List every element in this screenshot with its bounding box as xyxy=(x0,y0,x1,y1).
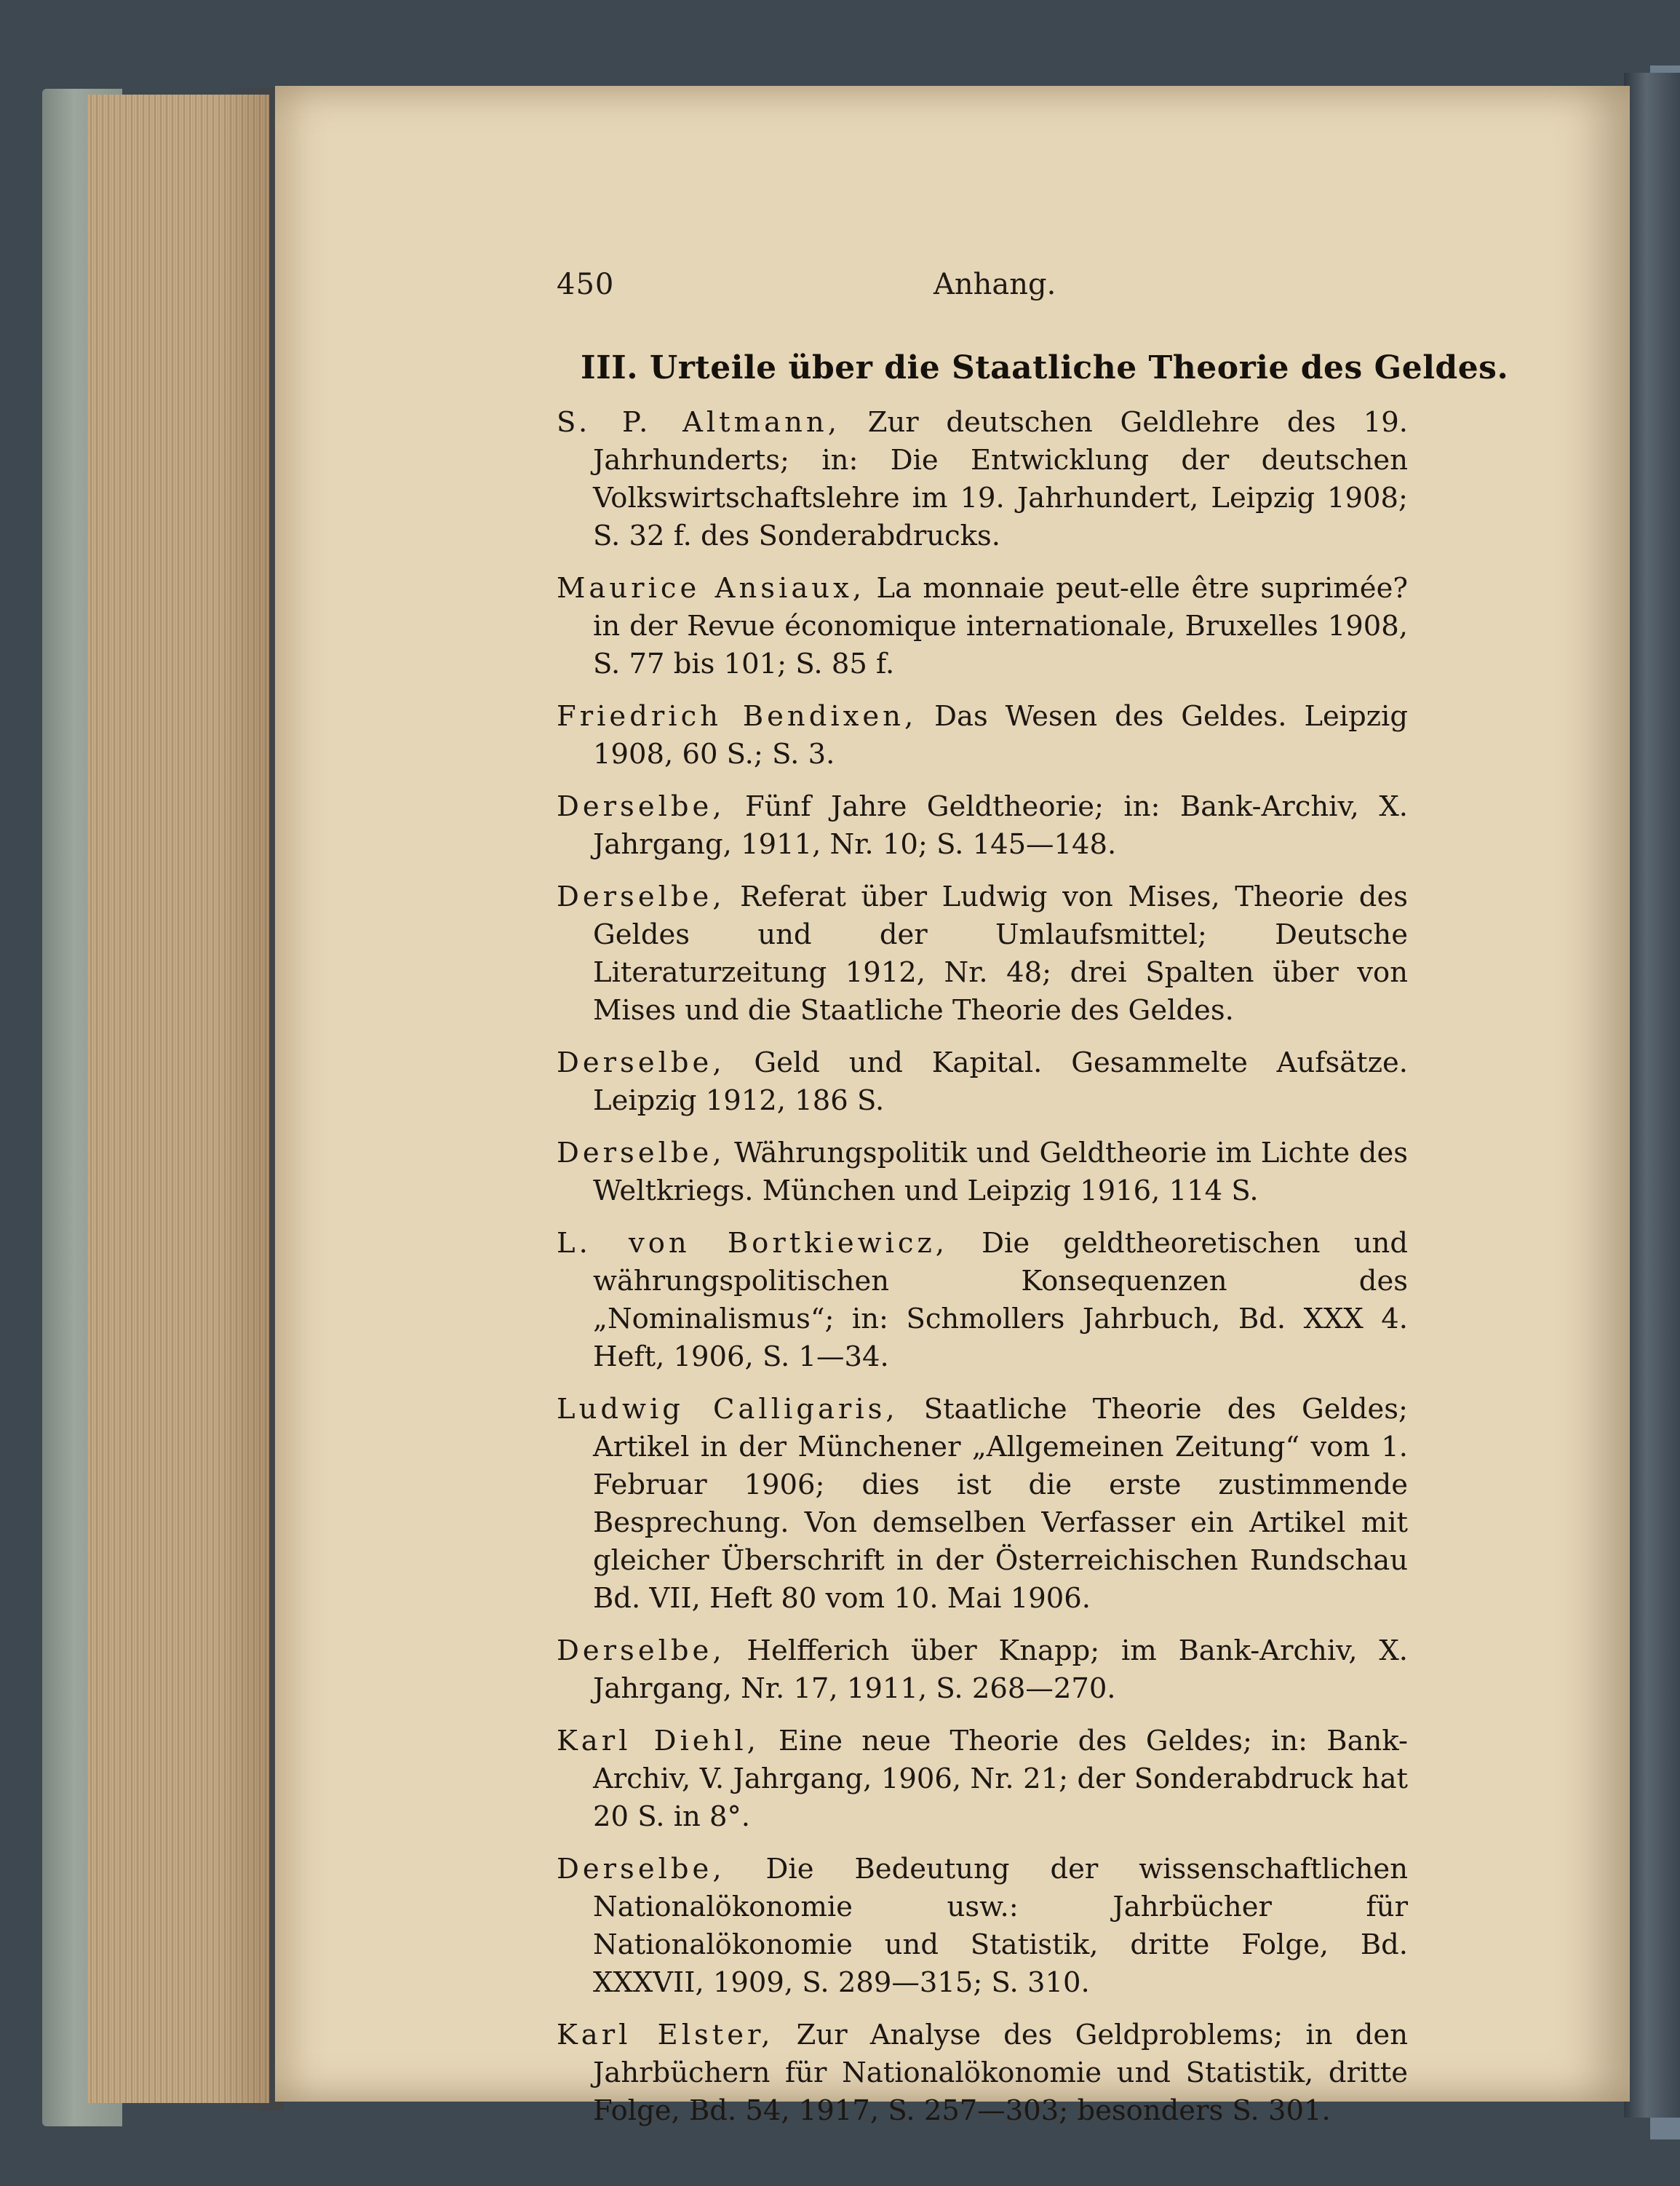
running-title: Anhang. xyxy=(933,268,1056,301)
running-head xyxy=(557,268,1415,309)
bibliography-entry xyxy=(557,1722,1408,1836)
entry-author: Derselbe, xyxy=(557,1853,725,1885)
bibliography-entry xyxy=(557,1632,1408,1708)
entry-author: Derselbe, xyxy=(557,881,725,913)
entry-author: Friedrich Bendixen, xyxy=(557,700,917,733)
entry-author: Maurice Ansiaux, xyxy=(557,572,866,605)
entry-text: Die Bedeutung der wissenschaftlichen Nationalökonomie usw.: Jahrbücher für Nationalökonomie und Statistik, dritte Folge, Bd. XXXVII, 1909, S. 289—315; S. 310. xyxy=(593,1853,1408,1999)
right-binding-edge xyxy=(1624,73,1680,2118)
entry-author: Derselbe, xyxy=(557,1137,725,1169)
entry-text: Staatliche Theorie des Geldes; Artikel in der Münchener „Allgemeinen Zeitung“ vom 1. Februar 1906; dies ist die erste zustimmende Besprechung. Von demselben Verfasser ein Artikel mit gleicher Überschrift in der Österreichischen Rundschau Bd. VII, Heft 80 vom 10. Mai 1906. xyxy=(593,1393,1408,1615)
bibliography-entry xyxy=(557,1134,1408,1210)
entry-text: Referat über Ludwig von Mises, Theorie des Geldes und der Umlaufsmittel; Deutsche Literaturzeitung 1912, Nr. 48; drei Spalten über von Mises und die Staatliche Theorie des Geldes. xyxy=(593,881,1408,1027)
bibliography-entry xyxy=(557,1225,1408,1376)
entry-author: S. P. Altmann, xyxy=(557,406,840,439)
bibliography-entry xyxy=(557,404,1408,555)
entry-text: Zur Analyse des Geldproblems; in den Jahrbüchern für Nationalökonomie und Statistik, dritte Folge, Bd. 54, 1917, S. 257—303; besonders S. 301. xyxy=(593,2019,1409,2127)
bibliography-entry xyxy=(557,788,1408,864)
entry-text: Fünf Jahre Geldtheorie; in: Bank-Archiv, X. Jahrgang, 1911, Nr. 10; S. 145—148. xyxy=(593,790,1408,861)
page-number: 450 xyxy=(557,268,615,301)
bibliography-entry xyxy=(557,2016,1408,2130)
bibliography-entry xyxy=(557,570,1408,683)
entry-text: Helfferich über Knapp; im Bank-Archiv, X. Jahrgang, Nr. 17, 1911, S. 268—270. xyxy=(593,1634,1408,1705)
bibliography-entry xyxy=(557,698,1408,774)
entry-author: Karl Elster, xyxy=(557,2019,774,2051)
entry-author: Ludwig Calligaris, xyxy=(557,1393,899,1426)
entry-text: Eine neue Theorie des Geldes; in: Bank-Archiv, V. Jahrgang, 1906, Nr. 21; der Sonderabdruck hat 20 S. in 8°. xyxy=(593,1725,1409,1833)
entry-text: Zur deutschen Geldlehre des 19. Jahrhunderts; in: Die Entwicklung der deutschen Volkswirtschaftslehre im 19. Jahrhundert, Leipzig 1908; S. 32 f. des Sonderabdrucks. xyxy=(593,406,1409,552)
bibliography-entry xyxy=(557,1391,1408,1618)
page-edges-shadow xyxy=(218,87,284,2110)
entry-text: Währungspolitik und Geldtheorie im Lichte des Weltkriegs. München und Leipzig 1916, 114 S. xyxy=(593,1137,1408,1207)
entry-text: Geld und Kapital. Gesammelte Aufsätze. Leipzig 1912, 186 S. xyxy=(593,1046,1408,1117)
entry-text: Das Wesen des Geldes. Leipzig 1908, 60 S.; S. 3. xyxy=(593,700,1408,771)
entry-author: L. von Bortkiewicz, xyxy=(557,1227,948,1260)
bibliography-entry xyxy=(557,1851,1408,2002)
entry-text: Die geldtheoretischen und währungspolitischen Konsequenzen des „Nominalismus“; in: Schmollers Jahrbuch, Bd. XXX 4. Heft, 1906, S. 1—34. xyxy=(593,1227,1408,1373)
bibliography-entry xyxy=(557,1044,1408,1120)
entry-author: Derselbe, xyxy=(557,790,725,823)
entry-author: Karl Diehl, xyxy=(557,1725,760,1757)
section-heading: III. Urteile über die Staatliche Theorie des Geldes. xyxy=(581,349,1509,386)
bibliography-list xyxy=(557,404,1408,2145)
bibliography-entry xyxy=(557,878,1408,1030)
entry-author: Derselbe, xyxy=(557,1634,725,1667)
entry-text: La monnaie peut-elle être suprimée? in der Revue économique internationale, Bruxelles 1908, S. 77 bis 101; S. 85 f. xyxy=(593,572,1409,680)
entry-author: Derselbe, xyxy=(557,1046,725,1079)
